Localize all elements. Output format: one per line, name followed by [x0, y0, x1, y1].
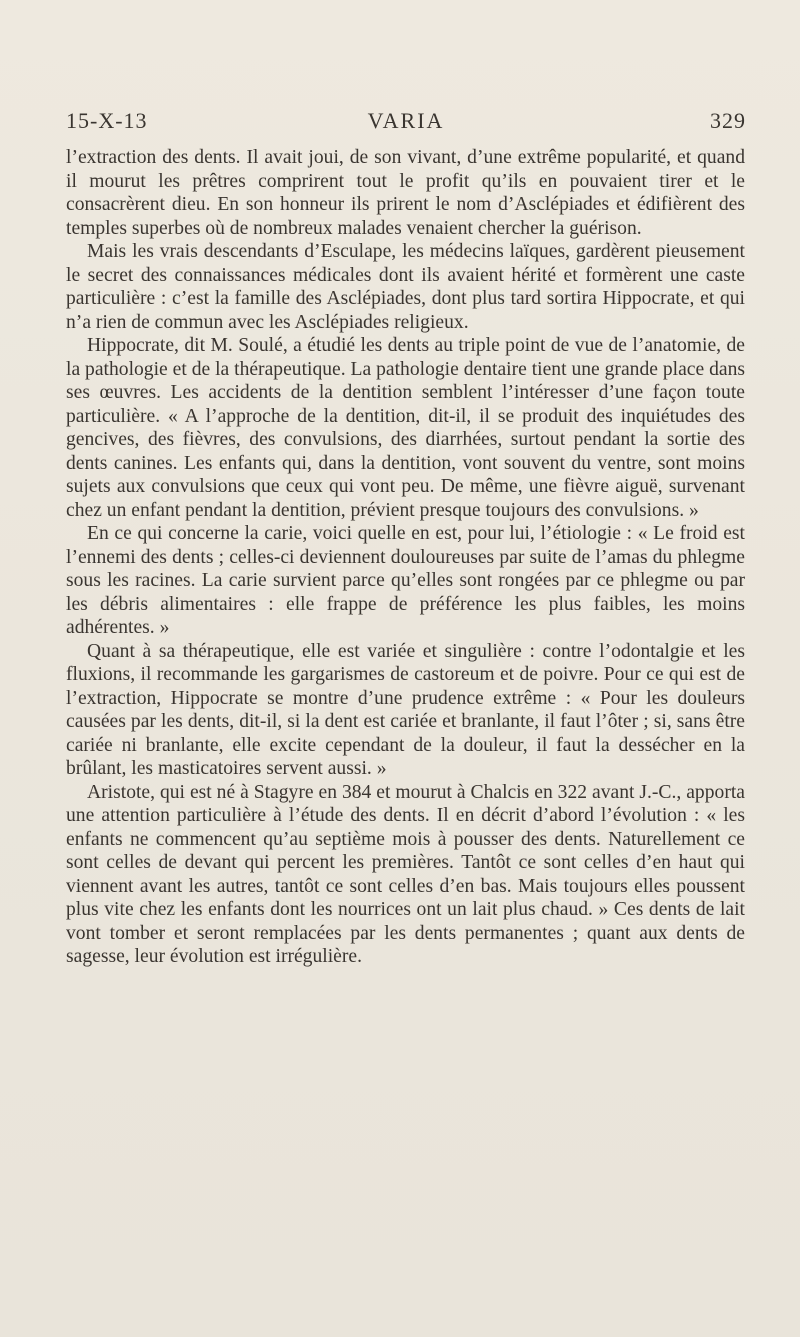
paragraph-6: Aristote, qui est né à Stagyre en 384 et mourut à Chalcis en 322 avant J.-C., apporta une attention particulière à l’étude des dents. Il en décrit d’abord l’évolution : « les enfants ne commencent qu’au septième mois à pousser des dents. Naturellement ce sont celles de devant qui percent les premières. Tantôt ce sont celles d’en haut qui viennent avant les autres, tantôt ce sont celles d’en bas. Mais toujours elles poussent plus vite chez les enfants dont les nourrices ont un lait plus chaud. » Ces dents de lait vont tomber et seront remplacées par les dents permanentes ; quant aux dents de sagesse, leur évolution est irrégulière.	[66, 781, 745, 967]
paragraph-5: Quant à sa thérapeutique, elle est variée et singulière : contre l’odontalgie et les fluxions, il recommande les gargarismes de castoreum et de poivre. Pour ce qui est de l’extraction, Hippocrate se montre d’une prudence extrême : « Pour les douleurs causées par les dents, dit-il, si la dent est cariée et branlante, il faut l’ôter ; si, sans être cariée ni branlante, elle excite cependant de la douleur, il faut la dessécher en la brûlant, les masticatoires servent aussi. »	[66, 640, 745, 779]
running-head-title: VARIA	[367, 108, 445, 133]
paragraph-1: l’extraction des dents. Il avait joui, de son vivant, d’une extrême popularité, et quand il mourut les prêtres comprirent tout le profit qu’ils en pouvaient tirer et le consacrèrent dieu. En son honneur ils prirent le nom d’Asclépiades et édifièrent des temples superbes où de nombreux malades venaient chercher la guérison.	[66, 147, 745, 239]
running-head-left: 15-X-13	[66, 108, 148, 133]
body-text	[66, 146, 745, 969]
paragraph-3: Hippocrate, dit M. Soulé, a étudié les dents au triple point de vue de l’anatomie, de la pathologie et de la thérapeutique. La pathologie dentaire tient une grande place dans ses œuvres. Les accidents de la dentition semblent l’intéresser d’une façon toute particulière. « A l’approche de la dentition, dit-il, il se produit des inquiétudes des gencives, des fièvres, des convulsions, des diarrhées, surtout pendant la sortie des dents canines. Les enfants qui, dans la dentition, vont souvent du ventre, sont moins sujets aux convulsions que ceux qui vont peu. De même, une fièvre aiguë, survenant chez un enfant pendant la dentition, prévient presque toujours des convulsions. »	[66, 335, 745, 521]
page-number: 329	[710, 108, 746, 133]
paragraph-4: En ce qui concerne la carie, voici quelle en est, pour lui, l’étiologie : « Le froid est l’ennemi des dents ; celles-ci deviennent douloureuses par suite de l’amas du phlegme sous les racines. La carie survient parce qu’elles sont rongées par ce phlegme ou par les débris alimentaires : elle frappe de préférence les plus faibles, les moins adhérentes. »	[66, 523, 745, 638]
paragraph-2: Mais les vrais descendants d’Esculape, les médecins laïques, gardèrent pieusement le secret des connaissances médicales dont ils avaient hérité et formèrent une caste particulière : c’est la famille des Asclépiades, dont plus tard sortira Hippocrate, et qui n’a rien de commun avec les Asclépiades religieux.	[66, 241, 745, 333]
running-header	[66, 108, 746, 138]
